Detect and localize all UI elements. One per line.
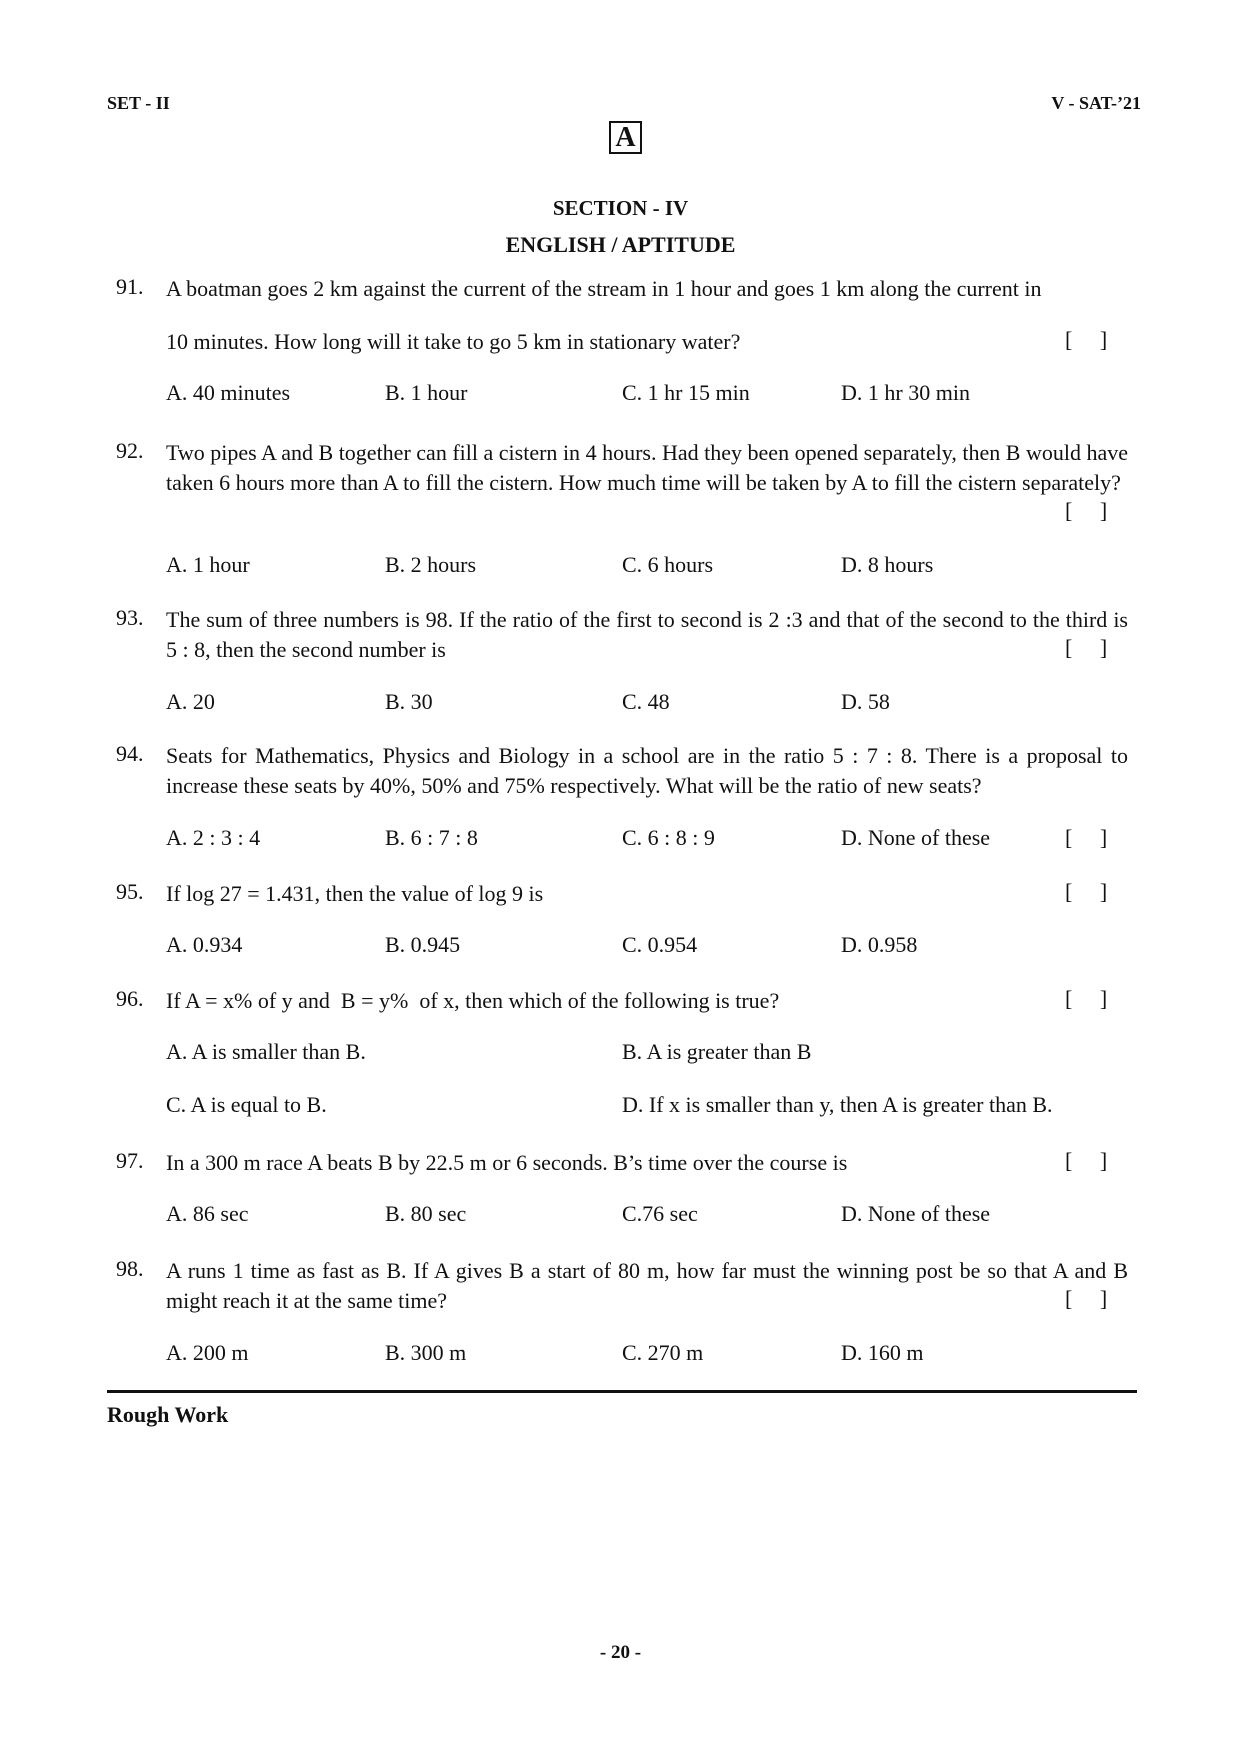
option-a: A. 40 minutes xyxy=(166,380,291,405)
option-b: B. 2 hours xyxy=(385,552,477,577)
question-text: If log 27 = 1.431, then the value of log 9 is xyxy=(166,881,544,906)
question-text: If A = x% of y and B = y% of x, then which of the following is true? xyxy=(166,988,780,1013)
answer-bracket[interactable]: [ ] xyxy=(1065,1286,1108,1311)
option-d: D. 0.958 xyxy=(841,932,918,957)
option-d: D. 8 hours xyxy=(841,552,934,577)
question-text: A runs 1 time as fast as B. If A gives B a start of 80 m, how far must the winning post be so that A and B might reach it at the same time? xyxy=(166,1258,1128,1313)
question-text: The sum of three numbers is 98. If the ratio of the first to second is 2 :3 and that of the second to the third is 5 : 8, then the second number is xyxy=(166,607,1128,662)
divider-rule xyxy=(107,1390,1137,1393)
option-b: B. 30 xyxy=(385,689,433,714)
option-b: B. 80 sec xyxy=(385,1201,467,1226)
set-label: SET - II xyxy=(107,93,170,113)
answer-bracket[interactable]: [ ] xyxy=(1065,498,1108,523)
question-text-line2: 10 minutes. How long will it take to go 5 km in stationary water? xyxy=(166,329,741,354)
question-number: 96. xyxy=(116,986,144,1011)
page-number: - 20 - xyxy=(599,1642,642,1663)
answer-bracket[interactable]: [ ] xyxy=(1065,986,1108,1011)
option-a: A. 0.934 xyxy=(166,932,243,957)
option-a: A. 1 hour xyxy=(166,552,250,577)
option-c: C. 48 xyxy=(622,689,670,714)
question-number: 92. xyxy=(116,438,144,463)
option-a: A. 200 m xyxy=(166,1340,249,1365)
option-c: C. 1 hr 15 min xyxy=(622,380,750,405)
answer-bracket[interactable]: [ ] xyxy=(1065,327,1108,352)
question-text: Two pipes A and B together can fill a cistern in 4 hours. Had they been opened separately, then B would have taken 6 hours more than A to fill the cistern. How much time will be taken by A to fill the cistern separately? xyxy=(166,440,1128,495)
answer-bracket[interactable]: [ ] xyxy=(1065,879,1108,904)
answer-bracket[interactable]: [ ] xyxy=(1065,1148,1108,1173)
question-number: 97. xyxy=(116,1148,144,1173)
option-d: D. None of these xyxy=(841,1201,991,1226)
answer-bracket[interactable]: [ ] xyxy=(1065,635,1108,660)
option-b: B. 6 : 7 : 8 xyxy=(385,825,478,850)
option-b: B. 0.945 xyxy=(385,932,461,957)
option-a: A. 2 : 3 : 4 xyxy=(166,825,261,850)
question-text-line1: A boatman goes 2 km against the current of the stream in 1 hour and goes 1 km along the current in xyxy=(166,276,1042,301)
question-number: 94. xyxy=(116,741,144,766)
question-number: 91. xyxy=(116,274,144,299)
option-d: D. 1 hr 30 min xyxy=(841,380,970,405)
option-a: A. 20 xyxy=(166,689,215,714)
option-b: B. 1 hour xyxy=(385,380,468,405)
section-title: SECTION - IV xyxy=(552,196,689,220)
option-d: D. If x is smaller than y, then A is greater than B. xyxy=(622,1092,1053,1117)
section-subtitle: ENGLISH / APTITUDE xyxy=(505,232,736,257)
option-c: C.76 sec xyxy=(622,1201,698,1226)
rough-work-label: Rough Work xyxy=(107,1402,229,1427)
option-b: B. 300 m xyxy=(385,1340,467,1365)
option-c: C. 6 : 8 : 9 xyxy=(622,825,715,850)
option-c: C. 270 m xyxy=(622,1340,704,1365)
question-text: In a 300 m race A beats B by 22.5 m or 6 seconds. B’s time over the course is xyxy=(166,1150,848,1175)
question-number: 93. xyxy=(116,605,144,630)
option-b: B. A is greater than B xyxy=(622,1039,812,1064)
question-number: 95. xyxy=(116,879,144,904)
answer-bracket[interactable]: [ ] xyxy=(1065,825,1108,850)
option-a: A. 86 sec xyxy=(166,1201,249,1226)
question-text: Seats for Mathematics, Physics and Biology in a school are in the ratio 5 : 7 : 8. There is a proposal to increase these seats by 40%, 50% and 75% respectively. What will be the ratio of new seats? xyxy=(166,743,1128,798)
option-a: A. A is smaller than B. xyxy=(166,1039,366,1064)
option-d: D. 160 m xyxy=(841,1340,924,1365)
option-c: C. A is equal to B. xyxy=(166,1092,327,1117)
option-d: D. 58 xyxy=(841,689,890,714)
option-c: C. 6 hours xyxy=(622,552,714,577)
question-number: 98. xyxy=(116,1256,144,1281)
option-d: D. None of these xyxy=(841,825,991,850)
option-c: C. 0.954 xyxy=(622,932,698,957)
exam-code: V - SAT-’21 xyxy=(1051,93,1141,113)
booklet-code-box: A xyxy=(609,121,642,154)
